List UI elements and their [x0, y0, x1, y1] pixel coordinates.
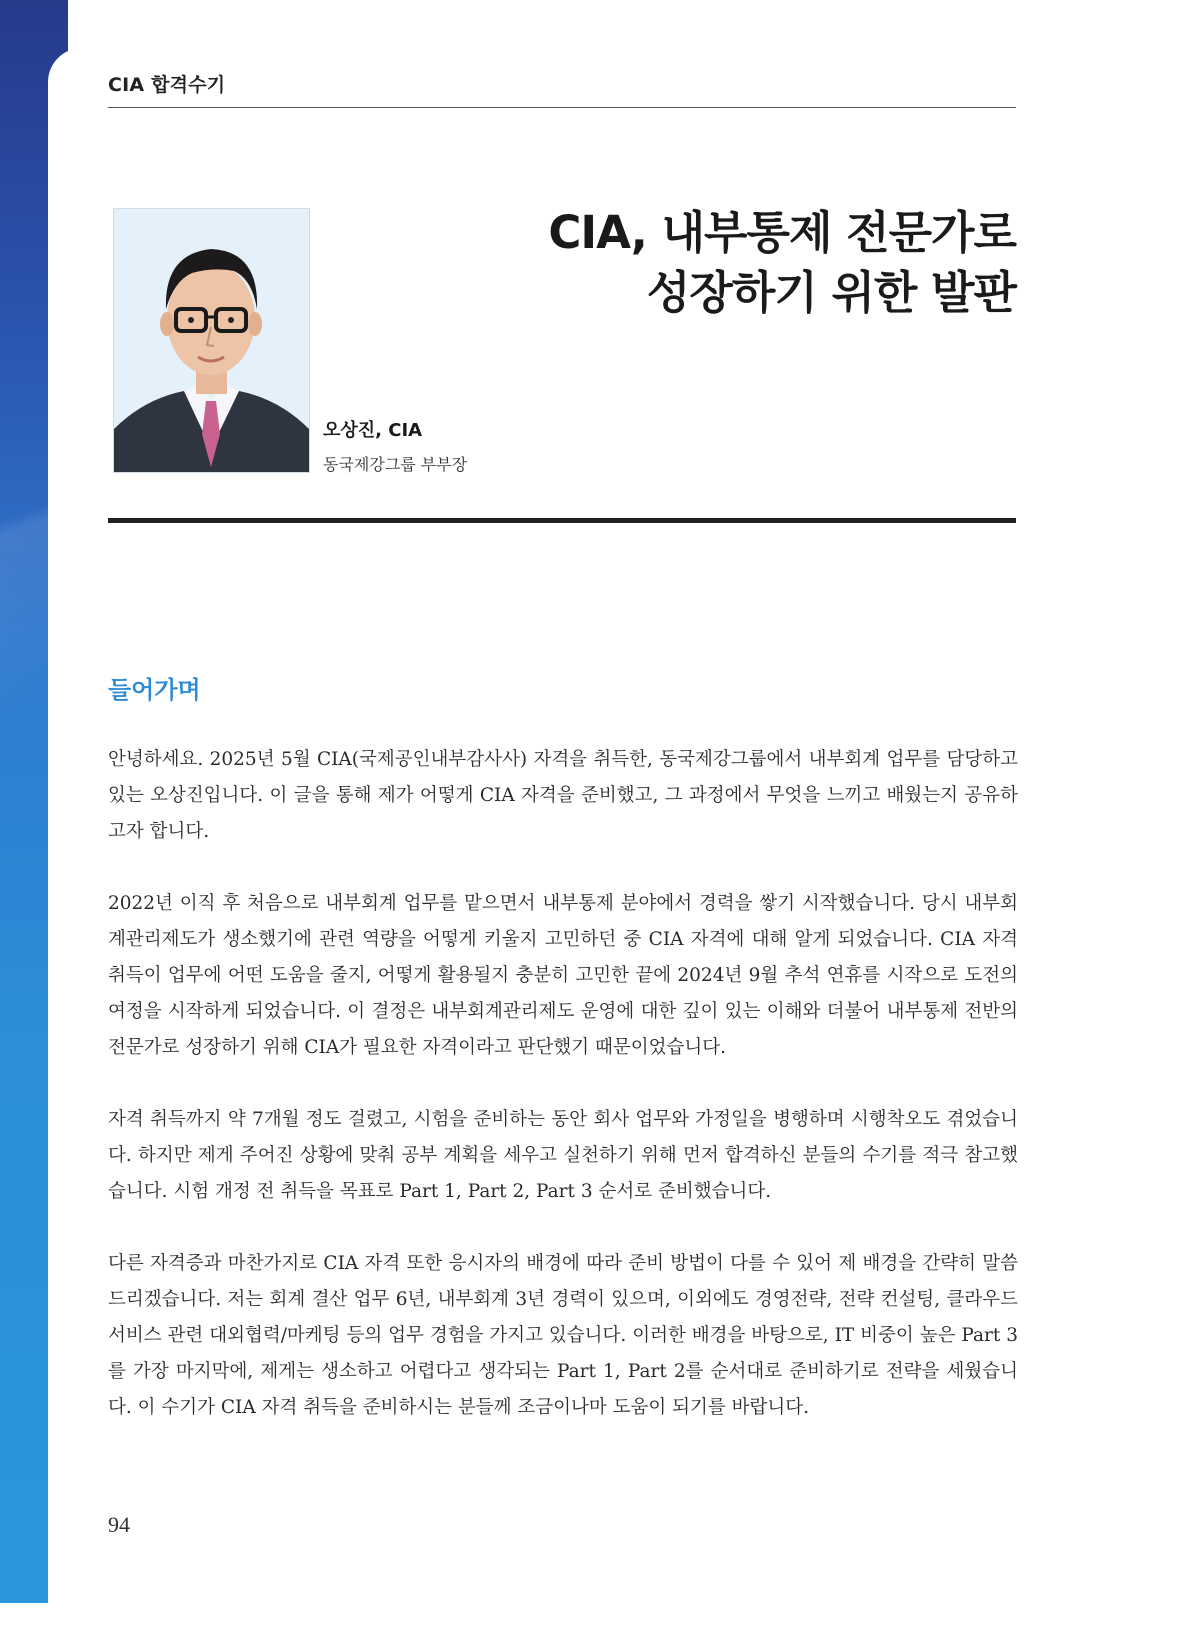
author-name: 오상진, CIA — [323, 420, 423, 441]
author-role: 동국제강그룹 부부장 — [323, 455, 468, 474]
page-number: 94 — [108, 1512, 130, 1537]
body-paragraph: 다른 자격증과 마찬가지로 CIA 자격 또한 응시자의 배경에 따라 준비 방법이 다를 수 있어 제 배경을 간략히 말씀드리겠습니다. 저는 회계 결산 업무 6년, 내부회계 3년 경력이 있으며, 이외에도 경영전략, 전략 컨설팅, 클라우드 서비스 관련 대외협력/마케팅 등의 업무 경험을 가지고 있습니다. 이러한 배경을 바탕으로, IT 비중이 높은 Part 3를 가장 마지막에, 제게는 생소하고 어렵다고 생각되는 Part 1, Part 2를 순서대로 준비하기로 전략을 세웠습니다. 이 수기가 CIA 자격 취득을 준비하시는 분들께 조금이나마 도움이 되기를 바랍니다. — [108, 1253, 1018, 1418]
article-title-line1: CIA, 내부통제 전문가로 — [548, 206, 1016, 259]
body-paragraph: 안녕하세요. 2025년 5월 CIA(국제공인내부감사사) 자격을 취득한, 동국제강그룹에서 내부회계 업무를 담당하고 있는 오상진입니다. 이 글을 통해 제가 어떻게 CIA 자격을 준비했고, 그 과정에서 무엇을 느끼고 배웠는지 공유하고자 합니다. — [108, 749, 1018, 842]
intro-heading: 들어가며 — [108, 676, 201, 704]
body-paragraph: 자격 취득까지 약 7개월 정도 걸렸고, 시험을 준비하는 동안 회사 업무와 가정일을 병행하며 시행착오도 겪었습니다. 하지만 제게 주어진 상황에 맞춰 공부 계획을 세우고 실천하기 위해 먼저 합격하신 분들의 수기를 적극 참고했습니다. 시험 개정 전 취득을 목표로 Part 1, Part 2, Part 3 순서로 준비했습니다. — [108, 1109, 1018, 1202]
body-paragraph: 2022년 이직 후 처음으로 내부회계 업무를 맡으면서 내부통제 분야에서 경력을 쌓기 시작했습니다. 당시 내부회계관리제도가 생소했기에 관련 역량을 어떻게 키울지 고민하던 중 CIA 자격에 대해 알게 되었습니다. CIA 자격 취득이 업무에 어떤 도움을 줄지, 어떻게 활용될지 충분히 고민한 끝에 2024년 9월 추석 연휴를 시작으로 도전의 여정을 시작하게 되었습니다. 이 결정은 내부회계관리제도 운영에 대한 깊이 있는 이해와 더불어 내부통제 전반의 전문가로 성장하기 위해 CIA가 필요한 자격이라고 판단했기 때문이었습니다. — [108, 893, 1018, 1058]
header-divider — [108, 107, 1016, 108]
author-photo — [113, 208, 310, 473]
section-label: CIA 합격수기 — [108, 74, 226, 96]
title-divider — [108, 518, 1016, 523]
article-body — [108, 742, 1018, 1462]
article-title — [548, 203, 1016, 323]
author-portrait-illustration — [114, 209, 309, 472]
author-info — [323, 416, 467, 475]
article-title-line2: 성장하기 위한 발판 — [646, 266, 1016, 319]
